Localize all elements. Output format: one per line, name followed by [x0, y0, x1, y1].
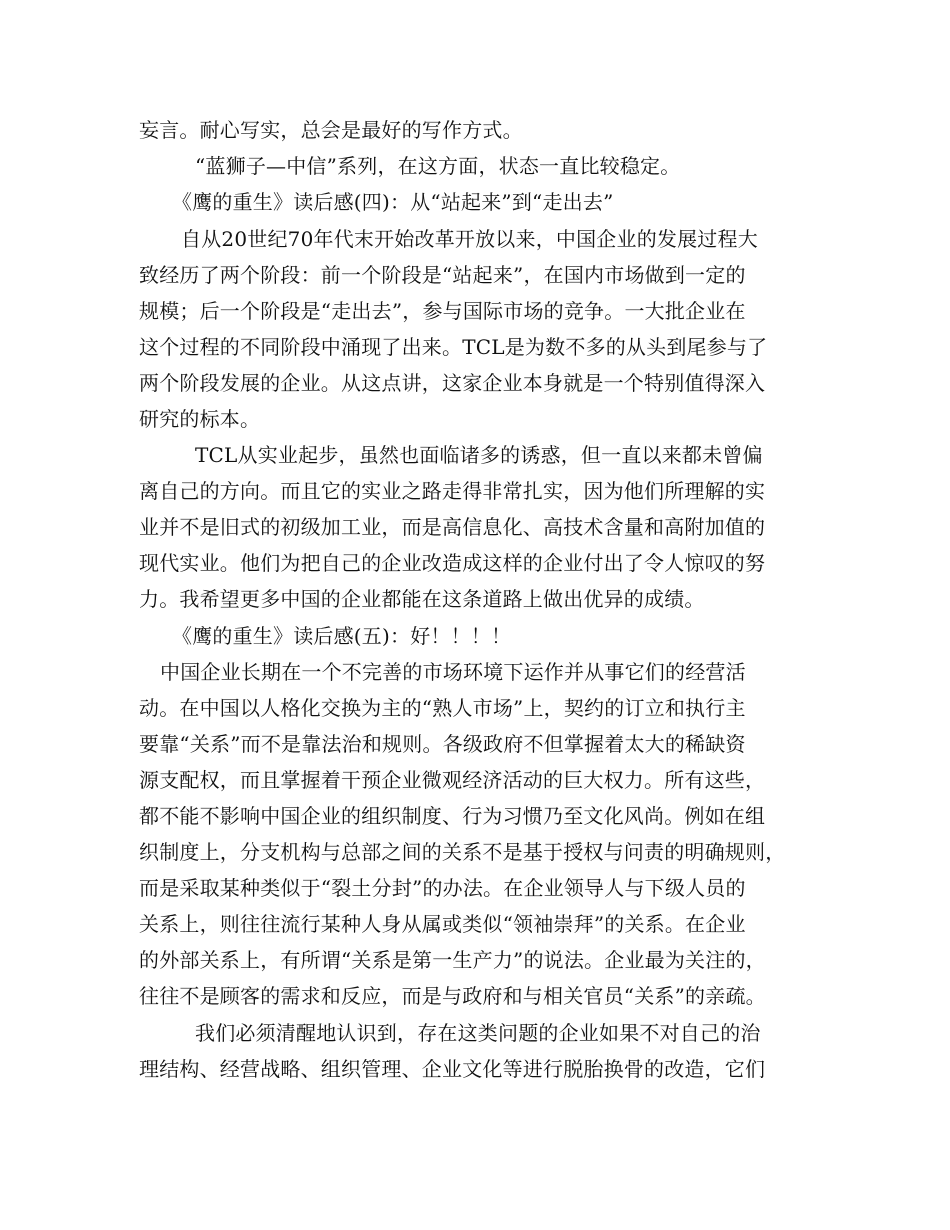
text-line: 源支配权，而且掌握着干预企业微观经济活动的巨大权力。所有这些，: [139, 768, 766, 792]
text-line: 规模；后一个阶段是“走出去”，参与国际市场的竞争。一大批企业在: [139, 299, 746, 323]
text-line: 这个过程的不同阶段中涌现了出来。TCL是为数不多的从头到尾参与了: [139, 335, 768, 359]
text-line: 都不能不影响中国企业的组织制度、行为习惯乃至文化风尚。例如在组: [139, 804, 766, 828]
section-heading: 《鹰的重生》读后感(五)：好！！！！: [172, 624, 512, 648]
text-line: 业并不是旧式的初级加工业，而是高信息化、高技术含量和高附加值的: [139, 515, 766, 539]
text-line: 关系上，则往往流行某种人身从属或类似“领袖崇拜”的关系。在企业: [139, 912, 746, 936]
text-line: 妄言。耐心写实，总会是最好的写作方式。: [139, 118, 523, 142]
text-line: 中国企业长期在一个不完善的市场环境下运作并从事它们的经营活: [160, 660, 746, 684]
text-line: 力。我希望更多中国的企业都能在这条道路上做出优异的成绩。: [139, 587, 705, 611]
text-line: 两个阶段发展的企业。从这点讲，这家企业本身就是一个特别值得深入: [139, 371, 766, 395]
text-line: 的外部关系上，有所谓“关系是第一生产力”的说法。企业最为关注的，: [139, 948, 766, 972]
text-line: 我们必须清醒地认识到，存在这类问题的企业如果不对自己的治: [195, 1021, 761, 1045]
text-line: 研究的标本。: [139, 407, 261, 431]
section-heading: 《鹰的重生》读后感(四)：从“站起来”到“走出去”: [172, 190, 614, 214]
text-line: “蓝狮子—中信”系列，在这方面，状态一直比较稳定。: [195, 154, 681, 178]
text-line: 自从20世纪70年代末开始改革开放以来，中国企业的发展过程大: [181, 227, 758, 251]
text-line: 现代实业。他们为把自己的企业改造成这样的企业付出了令人惊叹的努: [139, 551, 766, 575]
text-line: 理结构、经营战略、组织管理、企业文化等进行脱胎换骨的改造，它们: [139, 1057, 766, 1081]
text-line: 而是采取某种类似于“裂土分封”的办法。在企业领导人与下级人员的: [139, 876, 746, 900]
text-line: 动。在中国以人格化交换为主的“熟人市场”上，契约的订立和执行主: [139, 696, 746, 720]
text-line: 要靠“关系”而不是靠法治和规则。各级政府不但掌握着太大的稀缺资: [139, 732, 746, 756]
text-line: 往往不是顾客的需求和反应，而是与政府和与相关官员“关系”的亲疏。: [139, 984, 766, 1008]
text-line: 离自己的方向。而且它的实业之路走得非常扎实，因为他们所理解的实: [139, 479, 766, 503]
text-line: 织制度上，分支机构与总部之间的关系不是基于授权与问责的明确规则，: [139, 840, 786, 864]
text-line: TCL从实业起步，虽然也面临诸多的诱惑，但一直以来都未曾偏: [195, 443, 763, 467]
text-line: 致经历了两个阶段：前一个阶段是“站起来”，在国内市场做到一定的: [139, 263, 746, 287]
